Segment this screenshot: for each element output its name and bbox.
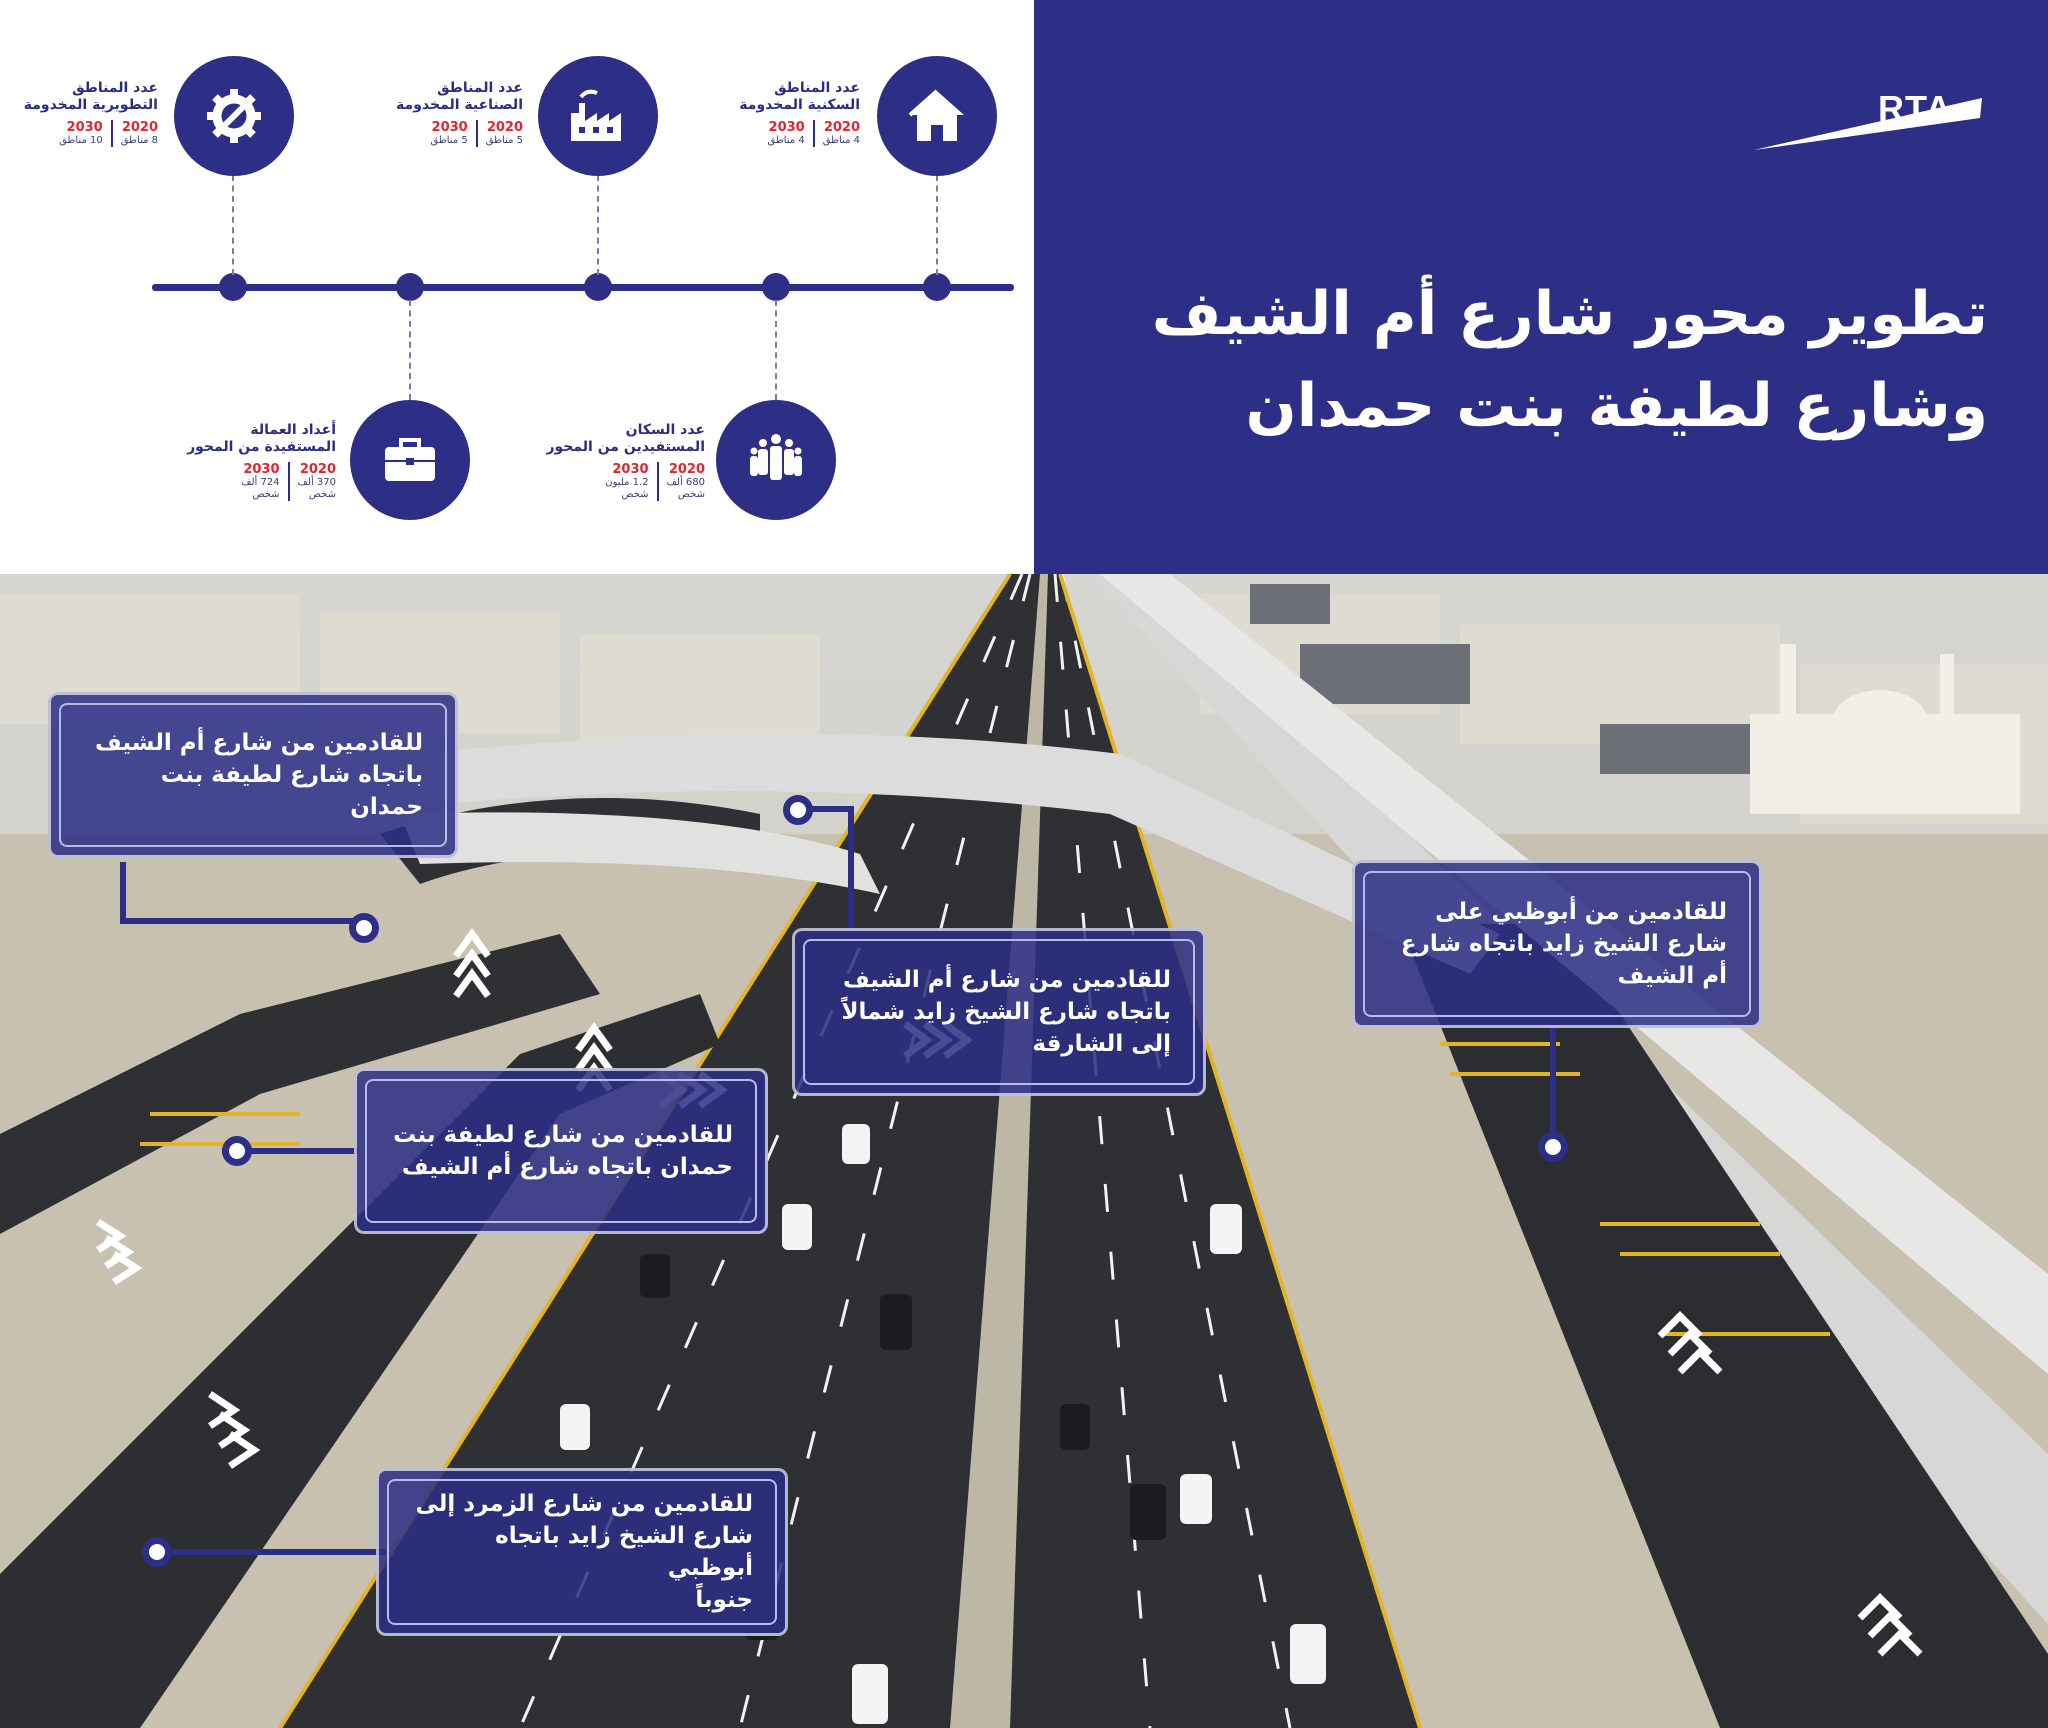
people-icon	[743, 427, 809, 493]
stat-value-2030: 724 ألف شخص	[241, 477, 280, 500]
leader-line	[120, 862, 126, 922]
stat-value-2020: 8 مناطق	[120, 135, 158, 146]
stat-year-2020: 2020	[121, 120, 158, 135]
leader-line	[120, 918, 360, 924]
callout-zumurrud-to-abudhabi	[376, 1468, 788, 1636]
stat-industrial-areas	[263, 80, 523, 147]
development-areas-circle	[174, 56, 294, 176]
callout-text: للقادمين من شارع الزمرد إلى شارع الشيخ زايد باتجاه أبوظبي جنوباً	[415, 1491, 753, 1613]
callout-umm-suqeim-to-latifa	[48, 692, 458, 858]
stat-value-2030: 5 مناطق	[430, 135, 468, 146]
callout-latifa-to-umm-suqeim	[354, 1068, 768, 1234]
stat-value-2020: 4 مناطق	[822, 135, 860, 146]
timeline-dot	[923, 273, 951, 301]
stat-workforce	[76, 422, 336, 501]
stat-value-2030: 10 مناطق	[59, 135, 103, 146]
stat-value-2020: 680 ألف شخص	[666, 477, 705, 500]
stat-year-2030: 2030	[768, 120, 805, 135]
stat-year-2030: 2030	[612, 462, 649, 477]
stat-value-2020: 370 ألف شخص	[297, 477, 336, 500]
marker-dot	[1538, 1132, 1568, 1162]
stat-value-2020: 5 مناطق	[485, 135, 523, 146]
population-circle	[716, 400, 836, 520]
briefcase-icon	[377, 427, 443, 493]
callout-text: للقادمين من أبوظبي على شارع الشيخ زايد باتجاه شارع أم الشيف	[1400, 899, 1727, 989]
timeline-dot	[396, 273, 424, 301]
marker-dot	[349, 913, 379, 943]
callout-text: للقادمين من شارع لطيفة بنت حمدان باتجاه شارع أم الشيف	[393, 1122, 733, 1180]
stat-value-2030: 1.2 مليون شخص	[605, 477, 649, 500]
stat-year-2030: 2030	[431, 120, 468, 135]
factory-icon	[565, 83, 631, 149]
stat-year-2020: 2020	[299, 462, 336, 477]
timeline-dot	[762, 273, 790, 301]
connector-line	[936, 175, 938, 275]
timeline-dot	[219, 273, 247, 301]
stat-year-2030: 2030	[243, 462, 280, 477]
connector-line	[409, 300, 411, 400]
stat-year-2020: 2020	[823, 120, 860, 135]
callout-text: للقادمين من شارع أم الشيف باتجاه شارع لطيفة بنت حمدان	[95, 730, 423, 820]
connector-line	[232, 175, 234, 275]
marker-dot	[783, 795, 813, 825]
stat-label: أعداد العمالة المستفيدة من المحور	[187, 422, 336, 455]
callout-abudhabi-to-umm-suqeim	[1352, 860, 1762, 1028]
stat-label: عدد المناطق الصناعية المخدومة	[396, 80, 523, 113]
stat-value-2030: 4 مناطق	[767, 135, 805, 146]
gear-icon	[201, 83, 267, 149]
stat-label: عدد السكان المستفيدين من المحور	[546, 422, 705, 455]
marker-dot	[142, 1537, 172, 1567]
rta-logo-swoosh	[1750, 78, 1990, 158]
residential-areas-circle	[877, 56, 997, 176]
callout-text: للقادمين من شارع أم الشيف باتجاه شارع الشيخ زايد شمالاً إلى الشارقة	[841, 967, 1171, 1057]
stat-population	[445, 422, 705, 501]
workforce-circle	[350, 400, 470, 520]
title-line-2: وشارع لطيفة بنت حمدان	[1245, 371, 1988, 441]
connector-line	[775, 300, 777, 400]
leader-line	[848, 806, 854, 934]
stat-development-areas	[0, 80, 158, 147]
marker-dot	[222, 1136, 252, 1166]
page-title	[1088, 268, 1988, 452]
timeline-line	[152, 284, 1014, 291]
stat-label: عدد المناطق التطويرية المخدومة	[23, 80, 158, 113]
stat-year-2020: 2020	[486, 120, 523, 135]
rta-logo: RTA	[1878, 88, 1953, 129]
leader-line	[150, 1549, 386, 1555]
industrial-areas-circle	[538, 56, 658, 176]
stat-label: عدد المناطق السكنية المخدومة	[739, 80, 860, 113]
house-icon	[904, 83, 970, 149]
connector-line	[597, 175, 599, 275]
title-line-1: تطوير محور شارع أم الشيف	[1151, 279, 1988, 349]
stat-year-2030: 2030	[66, 120, 103, 135]
timeline-dot	[584, 273, 612, 301]
callout-umm-suqeim-to-sharjah	[792, 928, 1206, 1096]
stat-year-2020: 2020	[668, 462, 705, 477]
